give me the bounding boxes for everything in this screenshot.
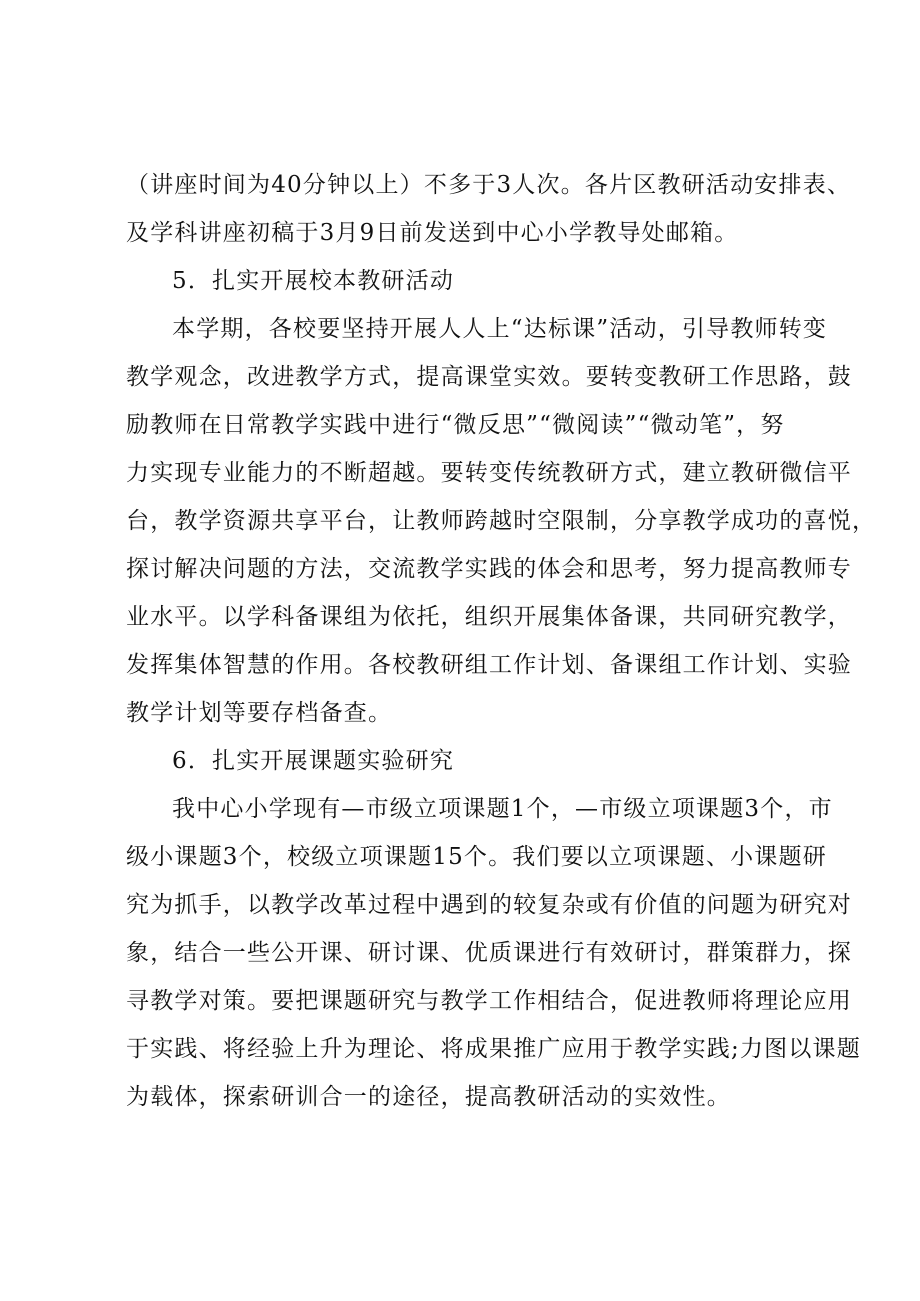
- text-line: （讲座时间为40分钟以上）不多于3人次。各片区教研活动安排表、: [126, 172, 852, 198]
- text-line: 本学期，各校要坚持开展人人上“达标课”活动，引导教师转变: [172, 316, 828, 342]
- text-line: 教学计划等要存档备查。: [126, 700, 393, 726]
- text-line: 力实现专业能力的不断超越。要转变传统教研方式，建立教研微信平: [126, 460, 852, 486]
- text-line: 寻教学对策。要把课题研究与教学工作相结合，促进教师将理论应用: [126, 988, 852, 1014]
- text-line: 台，教学资源共享平台，让教师跨越时空限制，分享教学成功的喜悦，: [126, 508, 877, 534]
- text-line: 及学科讲座初稿于3月9日前发送到中心小学教导处邮箱。: [126, 220, 739, 246]
- text-line: 于实践、将经验上升为理论、将成果推广应用于教学实践;力图以课题: [126, 1036, 861, 1062]
- section-heading: 6．扎实开展课题实验研究: [172, 748, 455, 774]
- text-line: 励教师在日常教学实践中进行“微反思”“微阅读”“微动笔”，努: [126, 412, 785, 438]
- text-line: 教学观念，改进教学方式，提高课堂实效。要转变教研工作思路，鼓: [126, 364, 852, 390]
- text-line: 级小课题3个，校级立项课题15个。我们要以立项课题、小课题研: [126, 844, 827, 870]
- text-line: 为载体，探索研训合一的途径，提高教研活动的实效性。: [126, 1084, 731, 1110]
- text-line: 发挥集体智慧的作用。各校教研组工作计划、备课组工作计划、实验: [126, 652, 852, 678]
- text-line: 业水平。以学科备课组为依托，组织开展集体备课，共同研究教学，: [126, 604, 852, 630]
- text-line: 探讨解决问题的方法，交流教学实践的体会和思考，努力提高教师专: [126, 556, 852, 582]
- section-heading: 5．扎实开展校本教研活动: [172, 268, 455, 294]
- text-line: 究为抓手，以教学改革过程中遇到的较复杂或有价值的问题为研究对: [126, 892, 852, 918]
- text-line: 象，结合一些公开课、研讨课、优质课进行有效研讨，群策群力，探: [126, 940, 852, 966]
- text-line: 我中心小学现有—市级立项课题1个，—市级立项课题3个，市: [172, 796, 833, 822]
